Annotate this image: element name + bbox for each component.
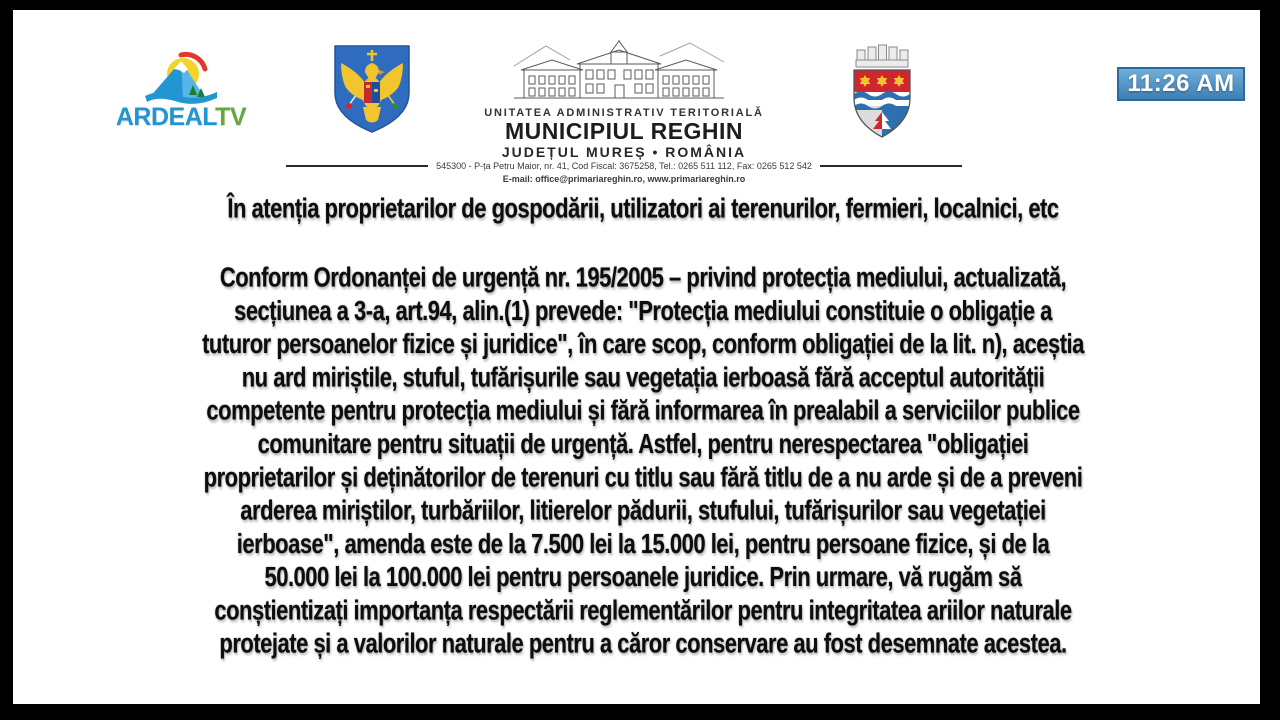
broadcast-clock [1117,67,1245,101]
body-line: Conform Ordonanței de urgență nr. 195/2005 – privind protecția mediului, actualizată, [219,261,1067,293]
ardeal-tv-logo [91,48,271,130]
mountain-sun-logo-icon [91,48,271,106]
letterhead-municipality-name: MUNICIPIUL REGHIN [504,118,744,144]
wordmark-ardeal: ARDEAL [115,103,216,131]
wordmark-tv: TV [215,103,247,131]
reghin-city-hall-sketch-icon [512,40,726,107]
letterhead-county-country: JUDEȚUL MUREȘ • ROMÂNIA [501,144,747,160]
body-line: proprietarilor și deținătorilor de terenuri cu titlu sau fără titlu de a nu arde și de a preveni [203,460,1083,493]
body-line: tuturor persoanelor fizice și juridice", în care scop, conform obligației de la lit. n), aceștia [202,327,1084,360]
body-line: 50.000 lei la 100.000 lei pentru persoanele juridice. Prin urmare, vă rugăm să [264,560,1022,593]
clock-time: 11:26 AM [1127,70,1235,97]
letterhead-address: 545300 - P-ța Petru Maior, nr. 41, Cod Fiscal: 3675258, Tel.: 0265 511 112, Fax: 0265 512 542 [436,161,812,171]
tv-frame-content [13,10,1260,704]
letterhead-address-row [294,161,954,171]
body-line: arderea miriștilor, turbăriilor, litierelor pădurii, stufului, tufărișurilor sau vegetației [240,493,1046,526]
body-line: conștientizați importanța respectării reglementărilor pentru integritatea ariilor naturale [214,593,1072,626]
body-line: comunitare pentru situații de urgență. Astfel, pentru nerespectarea "obligației [257,427,1029,460]
body-line: ierboase", amenda este de la 7.500 lei la 15.000 lei, pentru persoane fizice, și de la [236,527,1050,560]
body-line: nu ard miriștile, stuful, tufărișurile sau vegetația ierboasă fără acceptul autorității [241,360,1045,393]
letterhead-entity-type: UNITATEA ADMINISTRATIV TERITORIALĂ [484,107,764,119]
body-line: competente pentru protecția mediului și fără informarea în prealabil a serviciilor publice [206,394,1080,427]
announcement-body [56,261,1230,660]
address-rule-right [820,165,962,167]
announcement-heading: În atenția proprietarilor de gospodării, utilizatori ai terenurilor, fermieri, localnici, etc [227,192,1059,224]
body-line: secțiunea a 3-a, art.94, alin.(1) prevede: "Protecția mediului constituie o obligație a [234,294,1052,327]
body-line: protejate și a valorilor naturale pentru a căror conservare au fost desemnate acestea. [219,627,1067,660]
letterhead-email: E-mail: office@primariareghin.ro, www.primariareghin.ro [502,174,746,184]
ardeal-tv-wordmark [91,103,271,131]
address-rule-left [286,165,428,167]
